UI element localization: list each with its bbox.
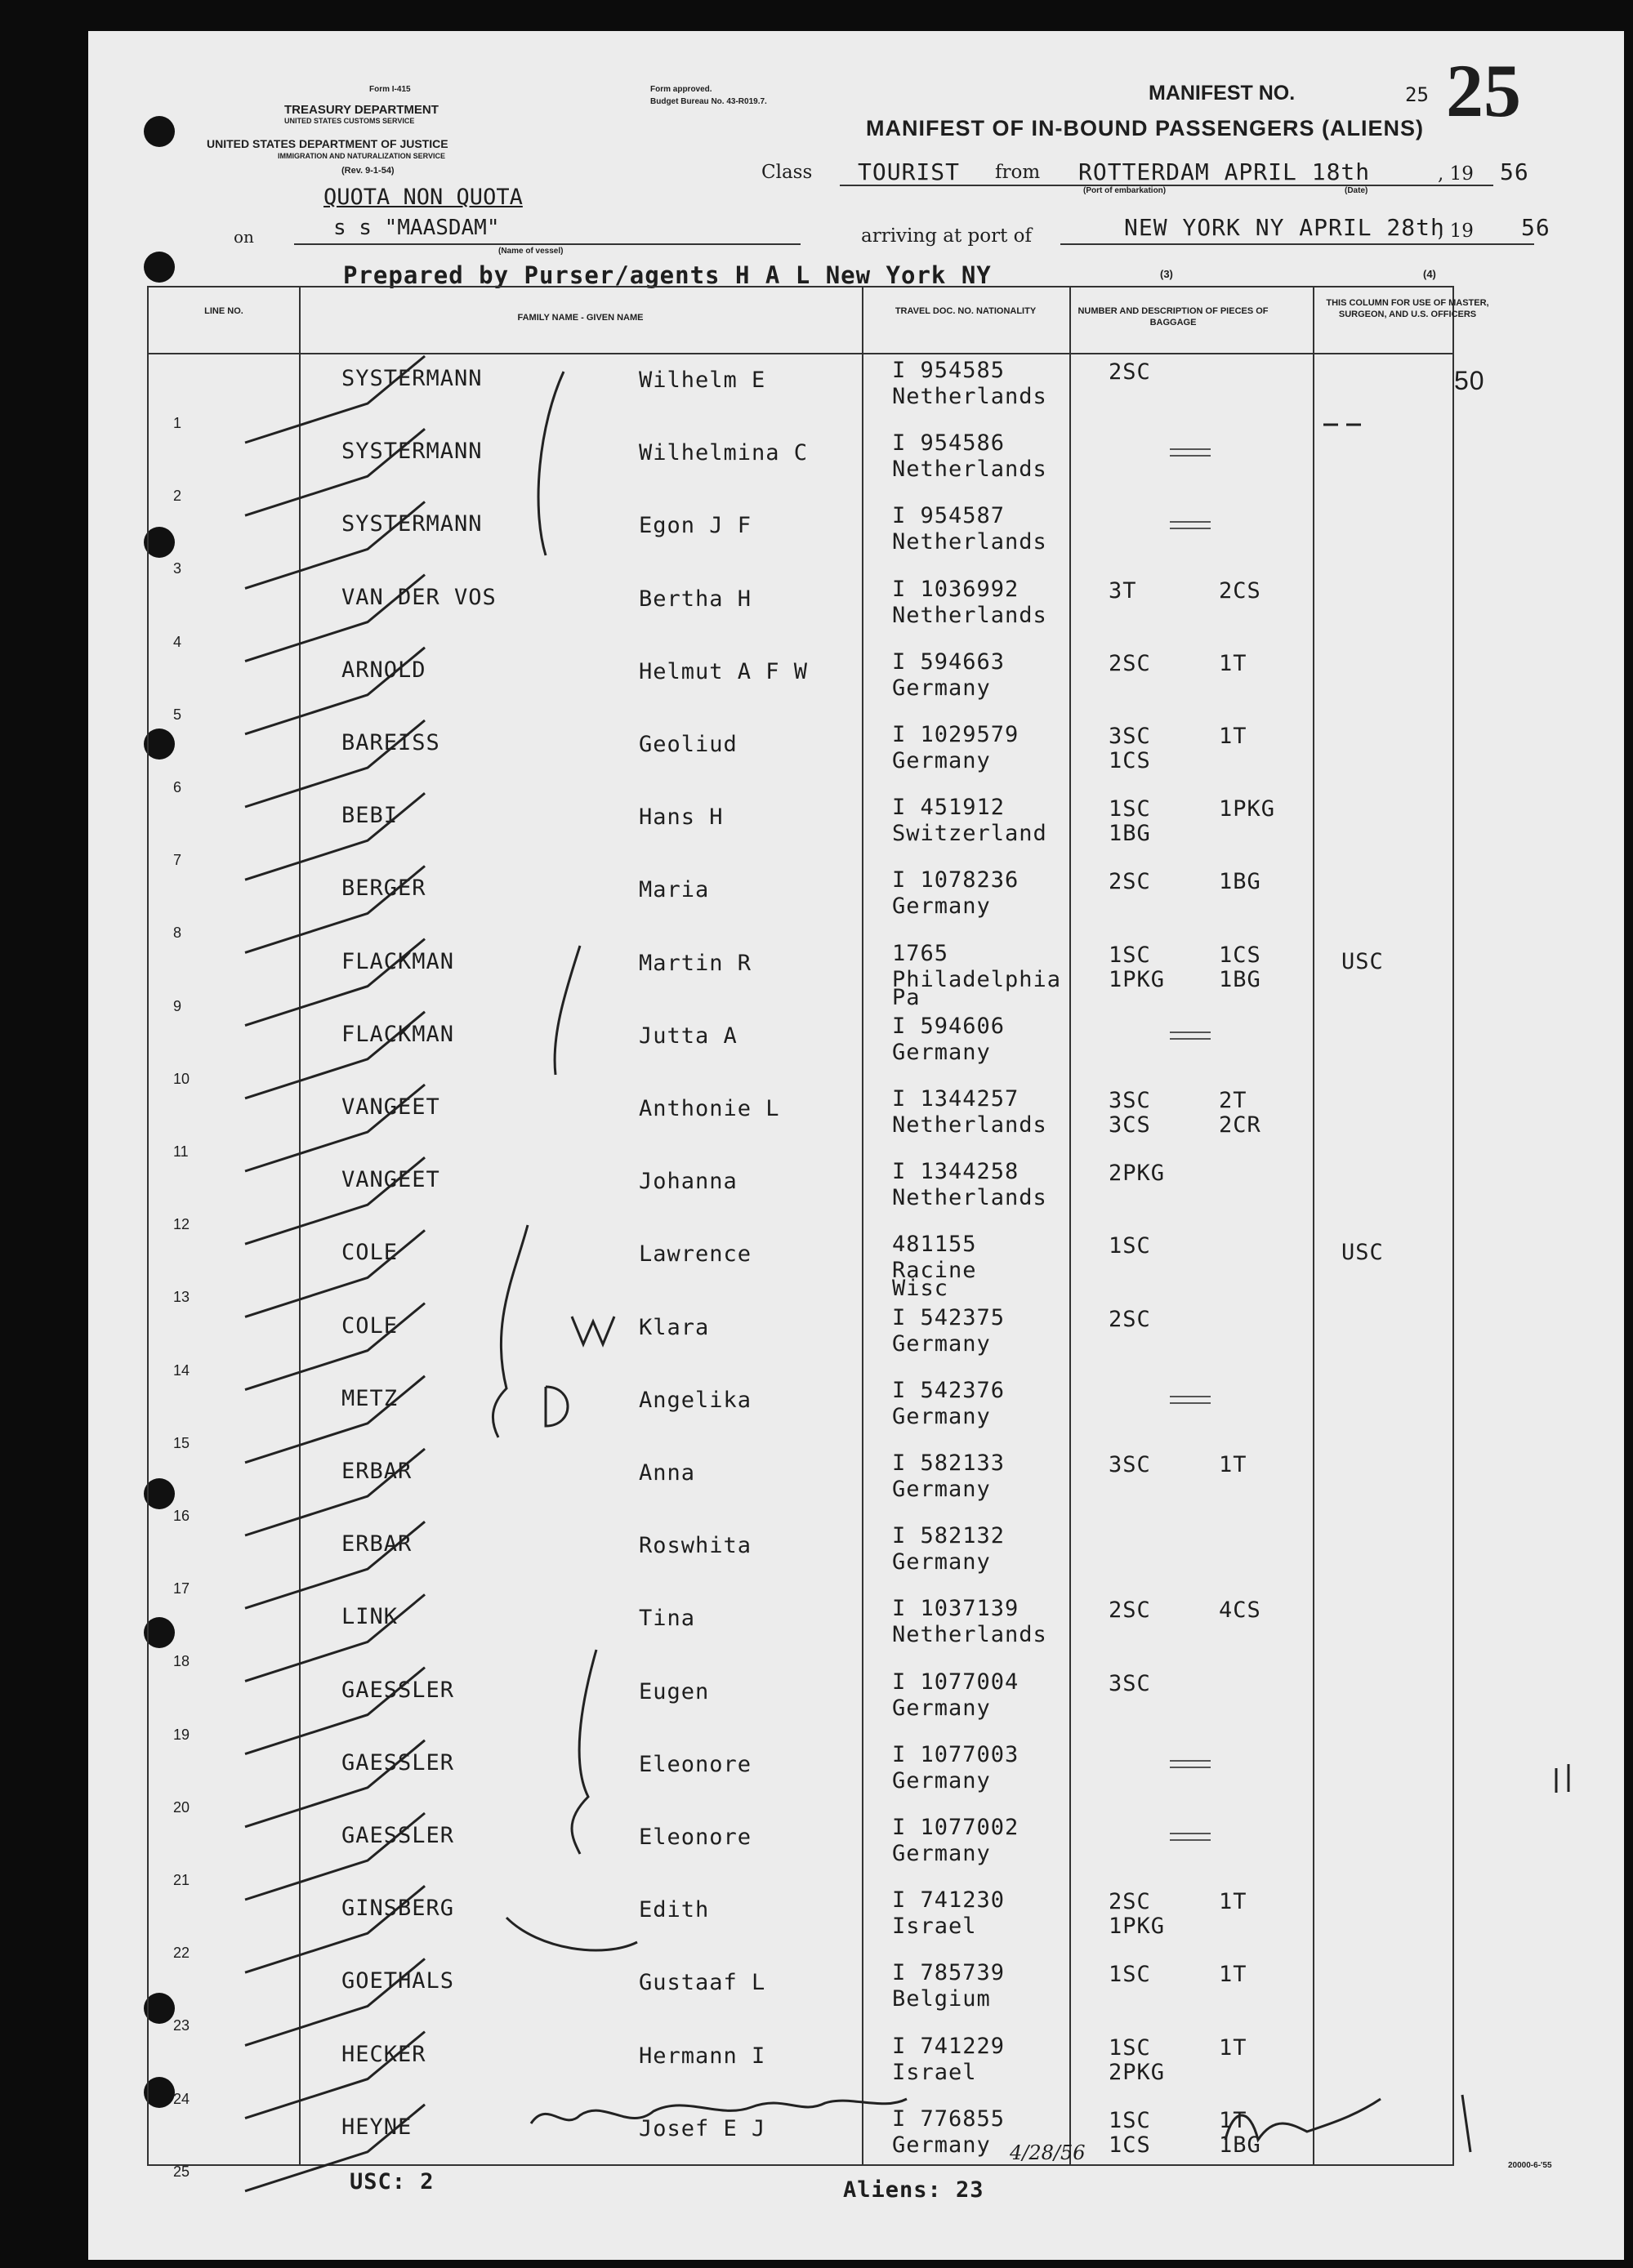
travel-doc-number: I 1344258 bbox=[892, 1159, 1020, 1185]
nationality: Germany bbox=[892, 748, 991, 773]
ins-service: IMMIGRATION AND NATURALIZATION SERVICE bbox=[278, 152, 445, 160]
nationality: Germany bbox=[892, 893, 991, 920]
line-number: 23 bbox=[173, 2017, 190, 2034]
check-mark bbox=[245, 2032, 425, 2119]
given-name: Lawrence bbox=[639, 1241, 752, 1268]
travel-doc-number: I 582133 bbox=[892, 1450, 1006, 1476]
check-mark bbox=[245, 1886, 425, 1972]
travel-doc-number: I 1077004 bbox=[892, 1669, 1020, 1695]
line-number: 15 bbox=[173, 1434, 190, 1451]
arrival-port: NEW YORK NY APRIL 28th bbox=[1124, 214, 1445, 241]
officer-note: 50 bbox=[1454, 366, 1485, 395]
officer-note: USC bbox=[1341, 1240, 1384, 1266]
header-baggage: NUMBER AND DESCRIPTION OF PIECES OF BAGGAGE bbox=[1078, 306, 1269, 328]
nationality: Philadelphia bbox=[892, 966, 1062, 992]
nationality: Germany bbox=[892, 1767, 991, 1793]
given-name: Geoliud bbox=[639, 732, 738, 757]
baggage-item: 2SC bbox=[1109, 650, 1151, 676]
travel-doc-number: I 785739 bbox=[892, 1960, 1006, 1986]
line-number: 2 bbox=[173, 488, 182, 505]
given-name: Martin R bbox=[639, 950, 752, 976]
given-name: Egon J F bbox=[639, 513, 752, 539]
check-mark bbox=[245, 429, 425, 515]
line-number: 22 bbox=[173, 1945, 190, 1962]
check-mark bbox=[245, 575, 425, 662]
family-name: GOETHALS bbox=[341, 1968, 455, 1994]
line-number: 1 bbox=[173, 415, 182, 431]
baggage-item: 1PKG bbox=[1109, 966, 1166, 992]
family-name: VAN DER VOS bbox=[341, 584, 497, 610]
baggage-item: 2CR bbox=[1219, 1112, 1261, 1138]
line-number: 11 bbox=[173, 1143, 189, 1160]
quota-heading: QUOTA NON QUOTA bbox=[323, 185, 523, 210]
travel-doc-number: I 1037139 bbox=[892, 1596, 1020, 1622]
baggage-item: 2SC bbox=[1109, 359, 1151, 385]
baggage-item: 1SC bbox=[1109, 942, 1151, 968]
line-number: 19 bbox=[173, 1726, 190, 1743]
baggage-item: 1BG bbox=[1219, 869, 1261, 895]
given-name: Johanna bbox=[639, 1169, 738, 1195]
travel-doc-number: I 776855 bbox=[892, 2105, 1006, 2132]
handwritten-d bbox=[546, 1387, 568, 1426]
line-number: 6 bbox=[173, 779, 182, 795]
check-mark bbox=[245, 648, 425, 734]
nationality: Germany bbox=[892, 1039, 991, 1065]
form-approved: Form approved. bbox=[650, 85, 712, 94]
given-name: Roswhita bbox=[639, 1533, 752, 1559]
baggage-item: 1BG bbox=[1219, 966, 1261, 992]
travel-doc-number: I 954586 bbox=[892, 430, 1006, 457]
signature-scrawl bbox=[1225, 2095, 1470, 2152]
header-officers: THIS COLUMN FOR USE OF MASTER, SURGEON, AND U.S. OFFICERS bbox=[1326, 298, 1489, 319]
usc-count: USC: 2 bbox=[350, 2169, 435, 2194]
travel-doc-number: I 542375 bbox=[892, 1304, 1006, 1330]
given-name: Anthonie L bbox=[639, 1096, 780, 1121]
prepared-by: Prepared by Purser/agents H A L New York NY bbox=[343, 261, 992, 289]
family-name: VANGEET bbox=[341, 1167, 440, 1193]
line-number: 14 bbox=[173, 1361, 190, 1379]
baggage-item: 3SC bbox=[1109, 1670, 1151, 1696]
baggage-item: 1T bbox=[1219, 2034, 1247, 2061]
signature-scrawl bbox=[531, 2099, 907, 2123]
baggage-item: 3SC bbox=[1109, 1088, 1151, 1113]
family-name: FLACKMAN bbox=[341, 948, 455, 974]
baggage-item: 1CS bbox=[1109, 748, 1151, 773]
baggage-item: 1SC bbox=[1109, 2034, 1151, 2061]
family-name: ARNOLD bbox=[341, 657, 426, 683]
vessel-name: s s "MAASDAM" bbox=[333, 216, 500, 240]
family-name: ERBAR bbox=[341, 1459, 413, 1484]
family-name: SYSTERMANN bbox=[341, 511, 483, 537]
year-value: 56 bbox=[1521, 214, 1550, 241]
baggage-item: 1SC bbox=[1109, 1233, 1151, 1259]
travel-doc-number: I 451912 bbox=[892, 795, 1006, 821]
line-number: 24 bbox=[173, 2090, 190, 2107]
travel-doc-number: I 741229 bbox=[892, 2033, 1006, 2059]
baggage-item: 4CS bbox=[1219, 1597, 1261, 1624]
travel-doc-number: I 594606 bbox=[892, 1013, 1006, 1039]
date-caption: (Date) bbox=[1345, 186, 1368, 195]
budget-bureau: Budget Bureau No. 43-R019.7. bbox=[650, 97, 767, 106]
class-value: TOURIST bbox=[858, 158, 961, 185]
nationality: Belgium bbox=[892, 1986, 991, 2012]
given-name: Hermann I bbox=[639, 2043, 766, 2069]
line-number: 17 bbox=[173, 1580, 190, 1597]
form-print-code: 20000-6-'55 bbox=[1508, 2161, 1552, 2170]
baggage-item: 1SC bbox=[1109, 796, 1151, 822]
nationality: Netherlands bbox=[892, 457, 1047, 483]
line-number: 12 bbox=[173, 1216, 190, 1233]
nationality: Switzerland bbox=[892, 821, 1047, 847]
baggage-item: 2SC bbox=[1109, 1889, 1151, 1915]
check-mark bbox=[245, 1668, 425, 1754]
manifest-number-stamp: 25 bbox=[1446, 49, 1521, 132]
family-name: SYSTERMANN bbox=[341, 439, 483, 465]
bracket-mark bbox=[572, 1650, 596, 1854]
nationality: Germany bbox=[892, 1695, 991, 1721]
given-name: Edith bbox=[639, 1897, 710, 1923]
col4-marker: (4) bbox=[1423, 268, 1436, 280]
line-number: 5 bbox=[173, 706, 182, 723]
baggage-item: 2SC bbox=[1109, 1597, 1151, 1624]
travel-doc-number: I 542376 bbox=[892, 1377, 1006, 1403]
family-name: LINK bbox=[341, 1604, 399, 1630]
line-number: 10 bbox=[173, 1070, 190, 1087]
travel-doc-number: I 954587 bbox=[892, 503, 1006, 529]
family-name: FLACKMAN bbox=[341, 1021, 455, 1047]
nationality: Netherlands bbox=[892, 529, 1047, 555]
family-name: BEBI bbox=[341, 803, 399, 829]
travel-doc-number: 481155 bbox=[892, 1232, 977, 1258]
bracket-mark bbox=[493, 1225, 528, 1437]
bracket-mark bbox=[538, 372, 564, 555]
baggage-item: 1T bbox=[1219, 650, 1247, 676]
check-mark bbox=[245, 939, 425, 1026]
revision: (Rev. 9-1-54) bbox=[341, 166, 395, 176]
baggage-item: 1SC bbox=[1109, 2107, 1151, 2133]
header-line-no: LINE NO. bbox=[204, 306, 243, 316]
baggage-item: 3SC bbox=[1109, 724, 1151, 749]
family-name: METZ bbox=[341, 1385, 399, 1411]
nationality-line2: Pa bbox=[892, 984, 921, 1010]
from-label: from bbox=[995, 162, 1041, 183]
family-name: SYSTERMANN bbox=[341, 366, 483, 391]
vessel-caption: (Name of vessel) bbox=[498, 247, 564, 256]
family-name: BAREISS bbox=[341, 730, 440, 755]
baggage-item: 2SC bbox=[1109, 869, 1151, 895]
travel-doc-number: I 1077003 bbox=[892, 1741, 1020, 1767]
baggage-item: 1T bbox=[1219, 724, 1247, 749]
signature-date: 4/28/56 bbox=[1010, 2141, 1086, 2164]
travel-doc-number: 1765 bbox=[892, 940, 949, 966]
travel-doc-number: I 1029579 bbox=[892, 722, 1020, 747]
given-name: Eleonore bbox=[639, 1751, 752, 1777]
baggage-item: 1T bbox=[1219, 2107, 1247, 2133]
year-prefix: , 19 bbox=[1438, 221, 1474, 242]
given-name: Wilhelmina C bbox=[639, 440, 809, 466]
check-mark bbox=[245, 1594, 425, 1681]
baggage-item: 1T bbox=[1219, 1889, 1247, 1915]
given-name: Anna bbox=[639, 1460, 696, 1486]
check-mark bbox=[245, 1085, 425, 1171]
given-name: Bertha H bbox=[639, 586, 752, 612]
given-name: Eleonore bbox=[639, 1825, 752, 1850]
family-name: GAESSLER bbox=[341, 1749, 455, 1776]
check-mark bbox=[245, 1376, 425, 1463]
col3-marker: (3) bbox=[1160, 268, 1173, 280]
baggage-item: 1CS bbox=[1219, 942, 1261, 968]
family-name: GAESSLER bbox=[341, 1677, 455, 1703]
travel-doc-number: I 954585 bbox=[892, 358, 1006, 383]
line-number: 18 bbox=[173, 1653, 190, 1670]
line-number: 9 bbox=[173, 997, 182, 1014]
line-number: 4 bbox=[173, 633, 182, 650]
check-mark bbox=[245, 1012, 425, 1098]
nationality: Netherlands bbox=[892, 384, 1047, 409]
nationality: Germany bbox=[892, 2132, 991, 2158]
check-mark bbox=[245, 720, 425, 807]
baggage-item: 3T bbox=[1109, 577, 1137, 604]
manifest-number-typed: 25 bbox=[1405, 83, 1429, 106]
nationality: Germany bbox=[892, 1330, 991, 1357]
family-name: COLE bbox=[341, 1312, 399, 1339]
travel-doc-number: I 1077002 bbox=[892, 1815, 1020, 1840]
year-prefix: , 19 bbox=[1438, 163, 1474, 185]
family-name: HEYNE bbox=[341, 2114, 413, 2140]
customs-service: UNITED STATES CUSTOMS SERVICE bbox=[284, 117, 415, 125]
check-mark bbox=[245, 1157, 425, 1244]
officer-note: USC bbox=[1341, 948, 1384, 974]
nationality: Germany bbox=[892, 1477, 991, 1502]
line-number: 8 bbox=[173, 925, 182, 942]
given-name: Helmut A F W bbox=[639, 658, 809, 684]
baggage-item: 1BG bbox=[1219, 2132, 1261, 2158]
manifest-label: MANIFEST NO. bbox=[1149, 82, 1296, 105]
baggage-item: 1PKG bbox=[1219, 796, 1276, 822]
embark-port: ROTTERDAM APRIL 18th bbox=[1078, 158, 1371, 185]
given-name: Klara bbox=[639, 1314, 710, 1340]
header-doc: TRAVEL DOC. NO. NATIONALITY bbox=[895, 306, 1037, 316]
handwritten-w bbox=[572, 1317, 614, 1344]
baggage-item: 1T bbox=[1219, 1962, 1247, 1988]
check-mark bbox=[245, 1303, 425, 1390]
baggage-item: 2PKG bbox=[1109, 1161, 1166, 1187]
baggage-item: 1PKG bbox=[1109, 1914, 1166, 1940]
given-name: Eugen bbox=[639, 1678, 710, 1704]
check-mark bbox=[245, 1740, 425, 1827]
given-name: Gustaaf L bbox=[639, 1970, 766, 1996]
line-number: 16 bbox=[173, 1508, 190, 1524]
family-name: COLE bbox=[341, 1240, 399, 1266]
nationality: Netherlands bbox=[892, 1185, 1047, 1211]
header-name: FAMILY NAME - GIVEN NAME bbox=[517, 313, 644, 323]
check-mark bbox=[245, 1230, 425, 1317]
nationality: Israel bbox=[892, 1914, 977, 1940]
baggage-item: 2CS bbox=[1219, 577, 1261, 604]
travel-doc-number: I 1344257 bbox=[892, 1086, 1020, 1112]
family-name: HECKER bbox=[341, 2041, 426, 2067]
baggage-item: 1T bbox=[1219, 1452, 1247, 1477]
nationality: Netherlands bbox=[892, 1622, 1047, 1648]
justice-dept: UNITED STATES DEPARTMENT OF JUSTICE bbox=[207, 137, 448, 150]
nationality: Germany bbox=[892, 1549, 991, 1575]
given-name: Maria bbox=[639, 877, 710, 903]
given-name: Tina bbox=[639, 1606, 696, 1632]
line-number: 7 bbox=[173, 852, 182, 869]
baggage-item: 2PKG bbox=[1109, 2059, 1166, 2085]
check-mark bbox=[245, 1449, 425, 1535]
form-number: Form I-415 bbox=[369, 85, 411, 94]
check-mark bbox=[245, 1958, 425, 2045]
nationality: Germany bbox=[892, 1841, 991, 1866]
given-name: Wilhelm E bbox=[639, 368, 766, 393]
baggage-item: 2SC bbox=[1109, 1306, 1151, 1332]
nationality: Germany bbox=[892, 1403, 991, 1429]
baggage-item: 3CS bbox=[1109, 1112, 1151, 1138]
arc-mark bbox=[506, 1918, 637, 1950]
travel-doc-number: I 594663 bbox=[892, 648, 1006, 675]
nationality: Racine bbox=[892, 1258, 977, 1284]
treasury-dept: TREASURY DEPARTMENT bbox=[284, 103, 439, 117]
line-number: 13 bbox=[173, 1289, 190, 1306]
aliens-count: Aliens: 23 bbox=[843, 2177, 984, 2203]
given-name: Josef E J bbox=[639, 2115, 766, 2141]
line-number: 25 bbox=[173, 2163, 190, 2180]
baggage-item: 2T bbox=[1219, 1088, 1247, 1113]
given-name: Hans H bbox=[639, 804, 724, 831]
year-value: 56 bbox=[1500, 158, 1529, 185]
line-number: 20 bbox=[173, 1798, 190, 1816]
baggage-item: 1SC bbox=[1109, 1962, 1151, 1988]
check-mark bbox=[245, 1813, 425, 1900]
check-mark bbox=[245, 1522, 425, 1608]
nationality: Netherlands bbox=[892, 602, 1047, 628]
given-name: Angelika bbox=[639, 1387, 752, 1413]
nationality: Israel bbox=[892, 2059, 977, 2085]
given-name: Jutta A bbox=[639, 1023, 738, 1049]
check-mark bbox=[245, 356, 425, 443]
embark-caption: (Port of embarkation) bbox=[1083, 186, 1167, 195]
nationality: Germany bbox=[892, 675, 991, 701]
baggage-item: 1CS bbox=[1109, 2132, 1151, 2158]
margin-stamp bbox=[1556, 1764, 1568, 1793]
family-name: GAESSLER bbox=[341, 1823, 455, 1848]
on-label: on bbox=[234, 227, 254, 247]
baggage-item: 3SC bbox=[1109, 1452, 1151, 1477]
nationality-line2: Wisc bbox=[892, 1276, 949, 1302]
line-number: 21 bbox=[173, 1872, 190, 1888]
line-number: 3 bbox=[173, 560, 182, 577]
bracket-mark bbox=[555, 946, 580, 1075]
nationality: Netherlands bbox=[892, 1112, 1047, 1138]
family-name: VANGEET bbox=[341, 1094, 440, 1120]
travel-doc-number: I 1078236 bbox=[892, 867, 1020, 893]
travel-doc-number: I 1036992 bbox=[892, 576, 1020, 602]
family-name: ERBAR bbox=[341, 1531, 413, 1557]
class-label: Class bbox=[761, 162, 813, 183]
baggage-item: 1BG bbox=[1109, 821, 1151, 847]
check-mark bbox=[245, 866, 425, 952]
arriving-label: arriving at port of bbox=[861, 225, 1032, 247]
check-mark bbox=[245, 793, 425, 880]
check-mark bbox=[245, 501, 425, 588]
travel-doc-number: I 582132 bbox=[892, 1523, 1006, 1549]
travel-doc-number: I 741230 bbox=[892, 1887, 1006, 1914]
family-name: GINSBERG bbox=[341, 1896, 455, 1922]
manifest-title: MANIFEST OF IN-BOUND PASSENGERS (ALIENS) bbox=[866, 116, 1425, 140]
family-name: BERGER bbox=[341, 876, 426, 902]
